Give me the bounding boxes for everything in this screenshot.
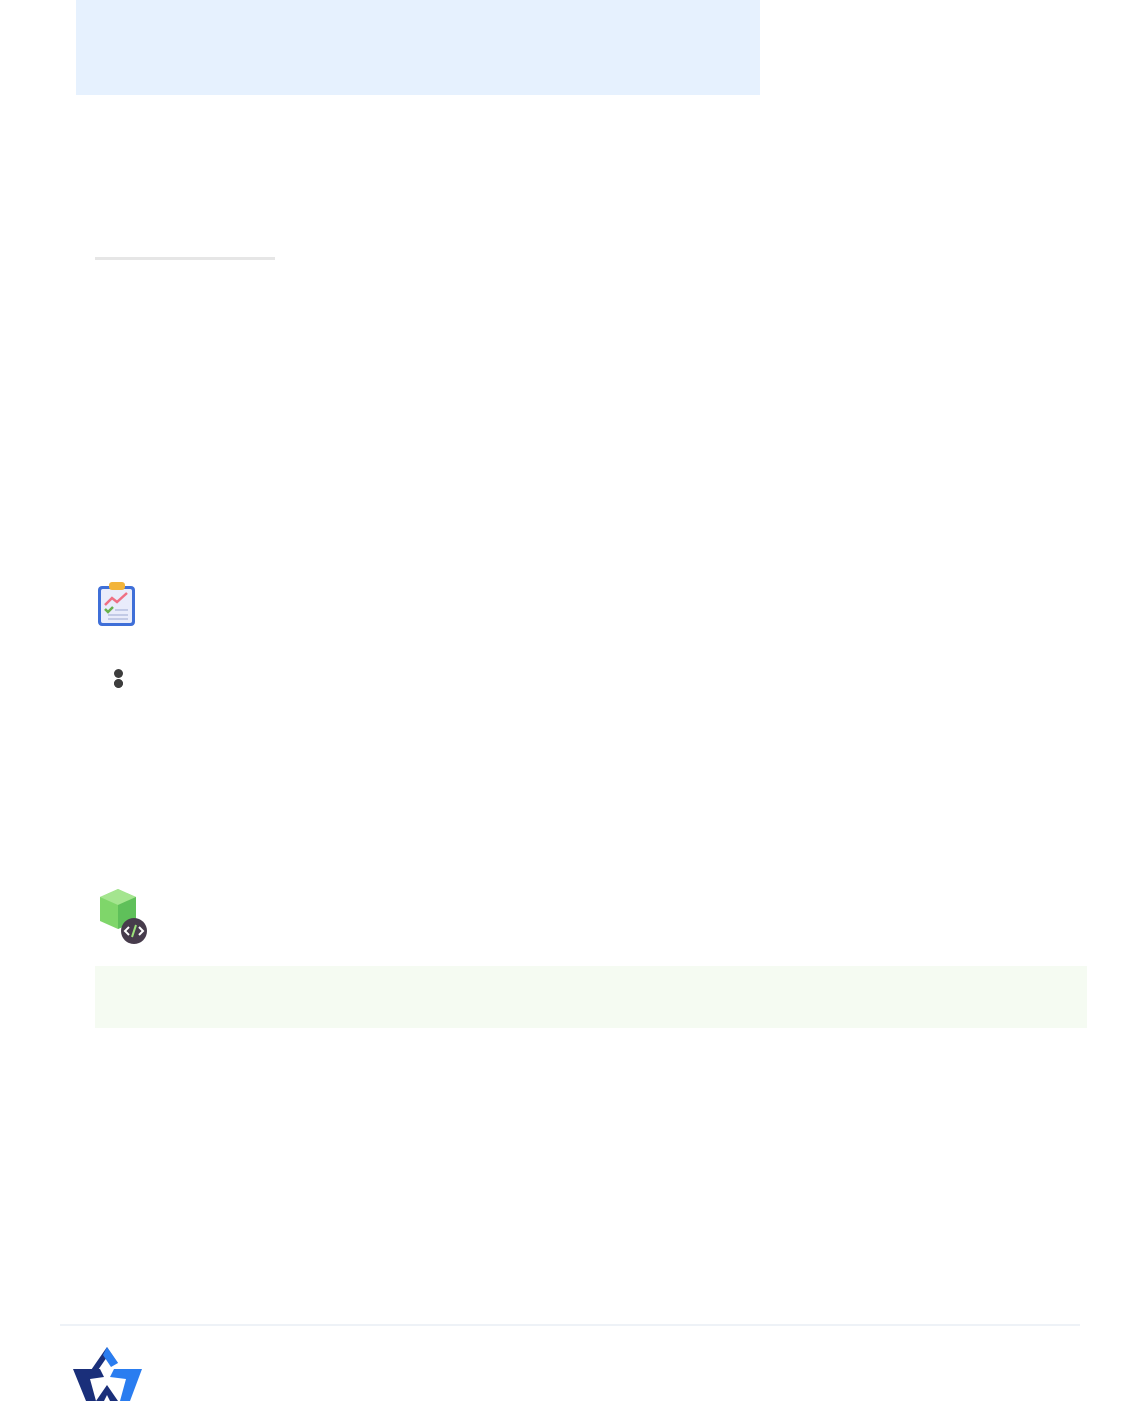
source-code-heading (96, 887, 172, 950)
functionality-list (110, 650, 990, 660)
code-cube-icon (96, 887, 150, 950)
divider (95, 257, 275, 260)
clipboard-chart-icon (96, 581, 138, 632)
source-link-box (95, 966, 1087, 1028)
header-background (76, 0, 760, 95)
bosscoder-logo-icon (70, 1345, 145, 1405)
basic-functionalities-heading (96, 581, 152, 632)
footer-divider (60, 1324, 1080, 1326)
